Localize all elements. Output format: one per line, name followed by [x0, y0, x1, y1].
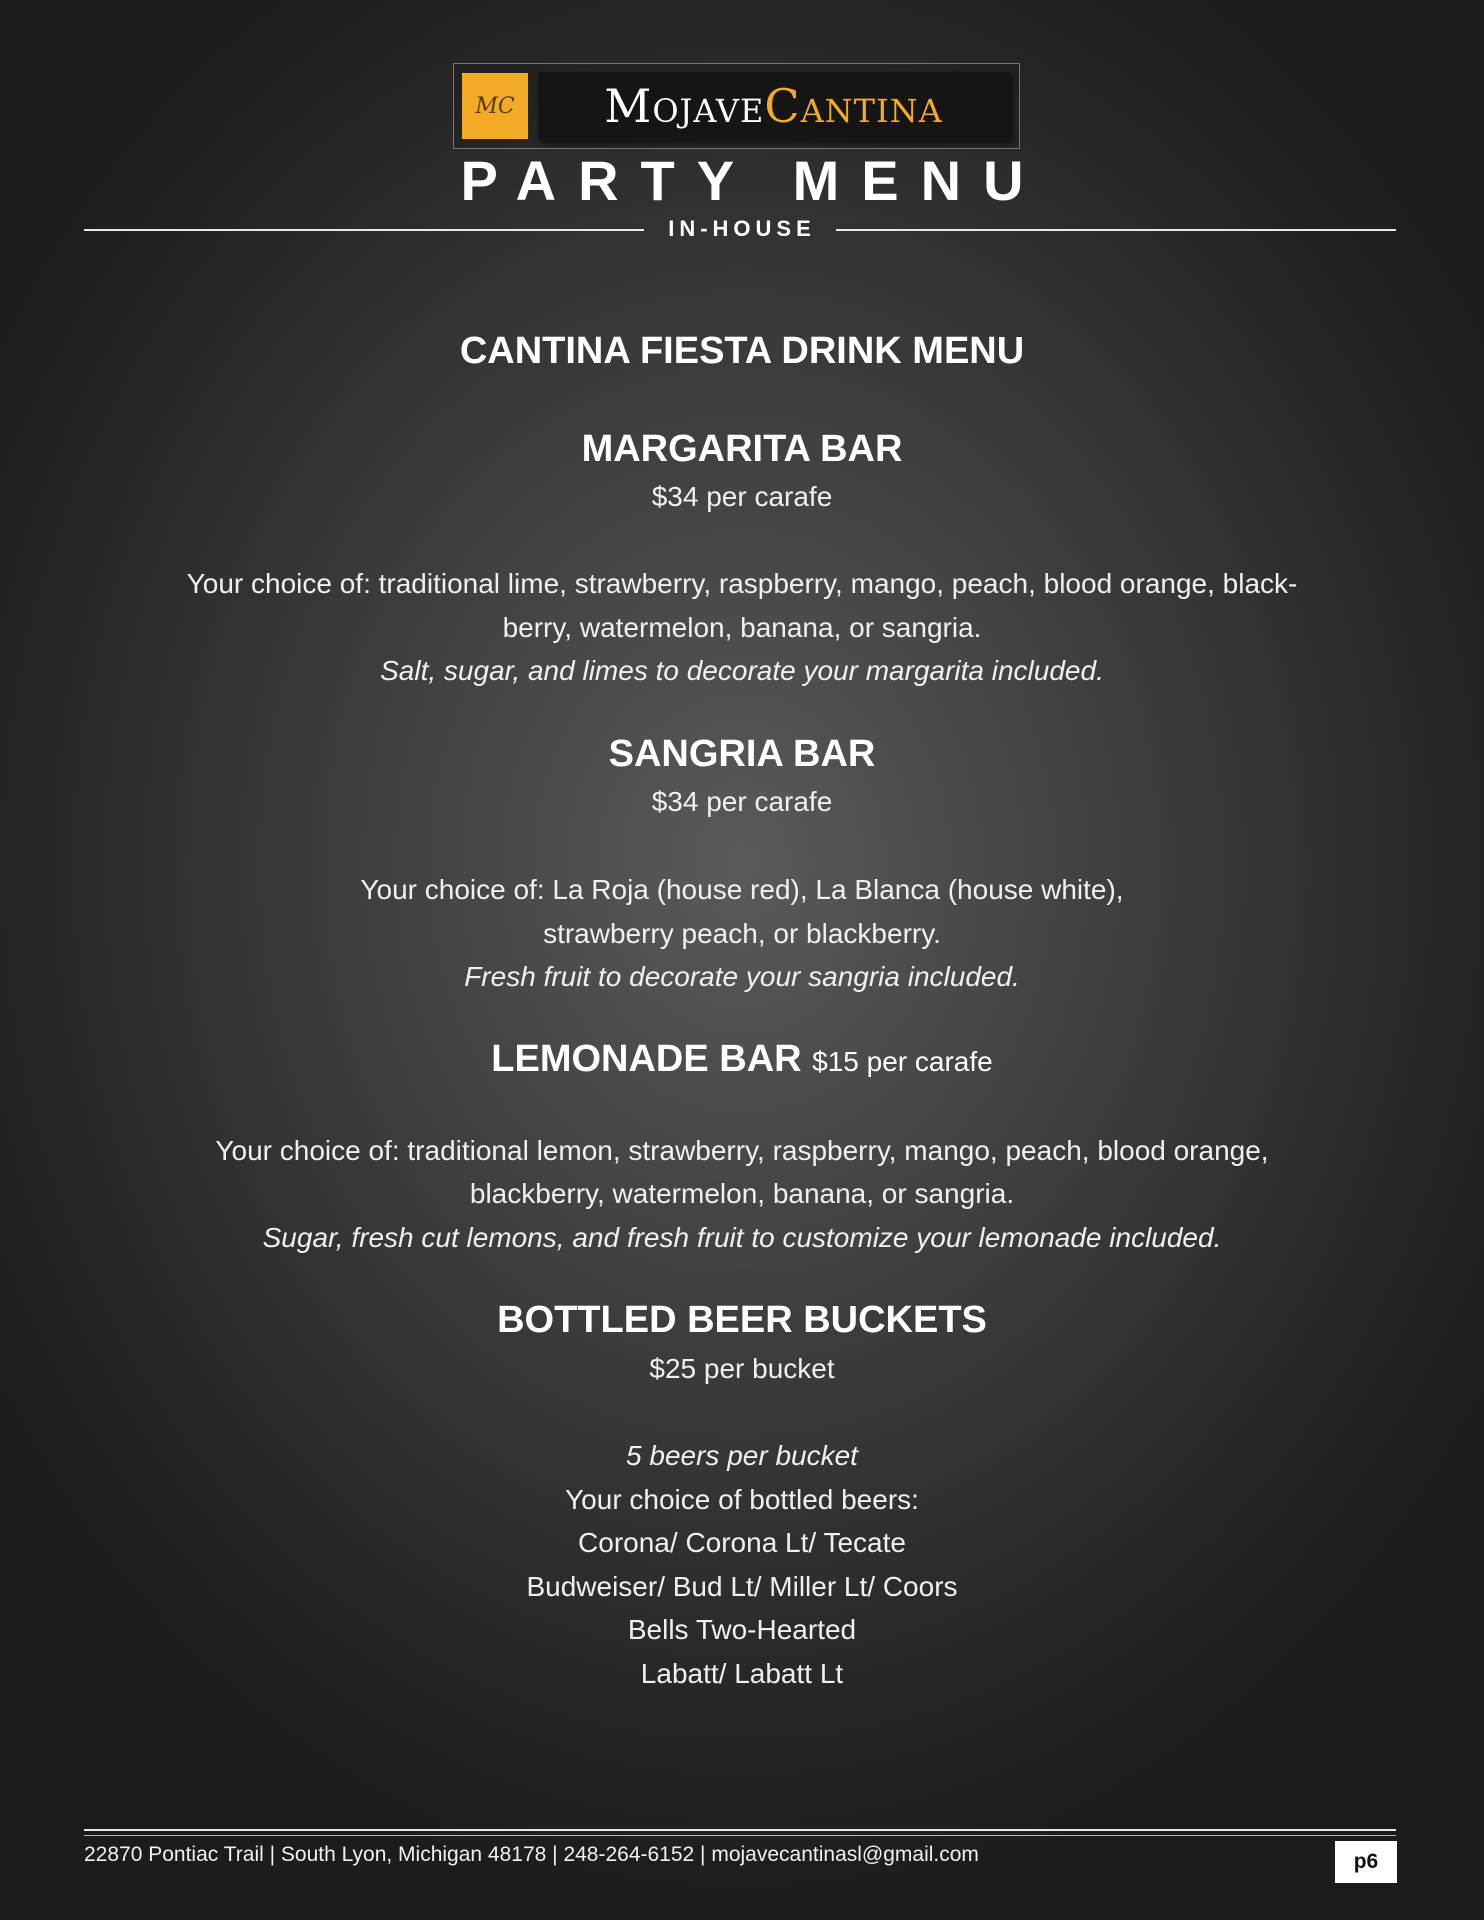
- logo-mark-letters: MC: [475, 93, 515, 119]
- logo-wordmark: [538, 72, 1009, 140]
- footer-rule-thin: [84, 1835, 1396, 1836]
- brand-logo: [453, 63, 1020, 149]
- sangria-title: SANGRIA BAR: [608, 733, 876, 775]
- footer-contact: 22870 Pontiac Trail | South Lyon, Michigan 48178 | 248-264-6152 | mojavecantinasl@gmail.com: [84, 1843, 979, 1866]
- menu-heading: CANTINA FIESTA DRINK MENU: [459, 330, 1025, 372]
- page-number: p6: [1335, 1841, 1397, 1883]
- lemonade-desc-line-1: Your choice of: traditional lemon, strawberry, raspberry, mango, peach, blood orange,: [215, 1135, 1269, 1166]
- sangria-note: Fresh fruit to decorate your sangria included.: [464, 961, 1020, 992]
- margarita-note: Salt, sugar, and limes to decorate your margarita included.: [380, 655, 1104, 686]
- beer-option: Corona/ Corona Lt/ Tecate: [578, 1527, 906, 1558]
- page-title: PARTY MENU: [460, 149, 1046, 212]
- lemonade-price: $15 per carafe: [812, 1046, 993, 1077]
- lemonade-heading-row: [84, 1038, 1400, 1081]
- beer-option: Bells Two-Hearted: [627, 1614, 857, 1645]
- sangria-desc-line-2: strawberry peach, or blackberry.: [543, 918, 941, 949]
- lemonade-title: LEMONADE BAR: [491, 1038, 802, 1080]
- logo-word-cantina: Cantina: [764, 79, 943, 133]
- beer-option: Labatt/ Labatt Lt: [640, 1658, 844, 1689]
- beer-price: $25 per bucket: [649, 1353, 835, 1384]
- beer-intro: Your choice of bottled beers:: [565, 1484, 919, 1515]
- footer-rule: [84, 1829, 1396, 1831]
- logo-mark-icon: [462, 73, 528, 139]
- lemonade-note: Sugar, fresh cut lemons, and fresh fruit to customize your lemonade included.: [262, 1222, 1222, 1253]
- margarita-price: $34 per carafe: [651, 481, 833, 512]
- margarita-desc-line-2: berry, watermelon, banana, or sangria.: [502, 612, 982, 643]
- beer-note: 5 beers per bucket: [626, 1440, 858, 1471]
- beer-option: Budweiser/ Bud Lt/ Miller Lt/ Coors: [526, 1571, 958, 1602]
- margarita-desc-line-1: Your choice of: traditional lime, strawberry, raspberry, mango, peach, blood orange, black-: [186, 568, 1298, 599]
- sangria-price: $34 per carafe: [651, 786, 833, 817]
- logo-word-mojave: Mojave: [604, 79, 765, 133]
- margarita-title: MARGARITA BAR: [581, 428, 903, 470]
- lemonade-desc-line-2: blackberry, watermelon, banana, or sangria.: [469, 1178, 1015, 1209]
- sangria-desc-line-1: Your choice of: La Roja (house red), La Blanca (house white),: [360, 874, 1124, 905]
- beer-title: BOTTLED BEER BUCKETS: [497, 1299, 987, 1341]
- page-subtitle: IN-HOUSE: [668, 216, 816, 241]
